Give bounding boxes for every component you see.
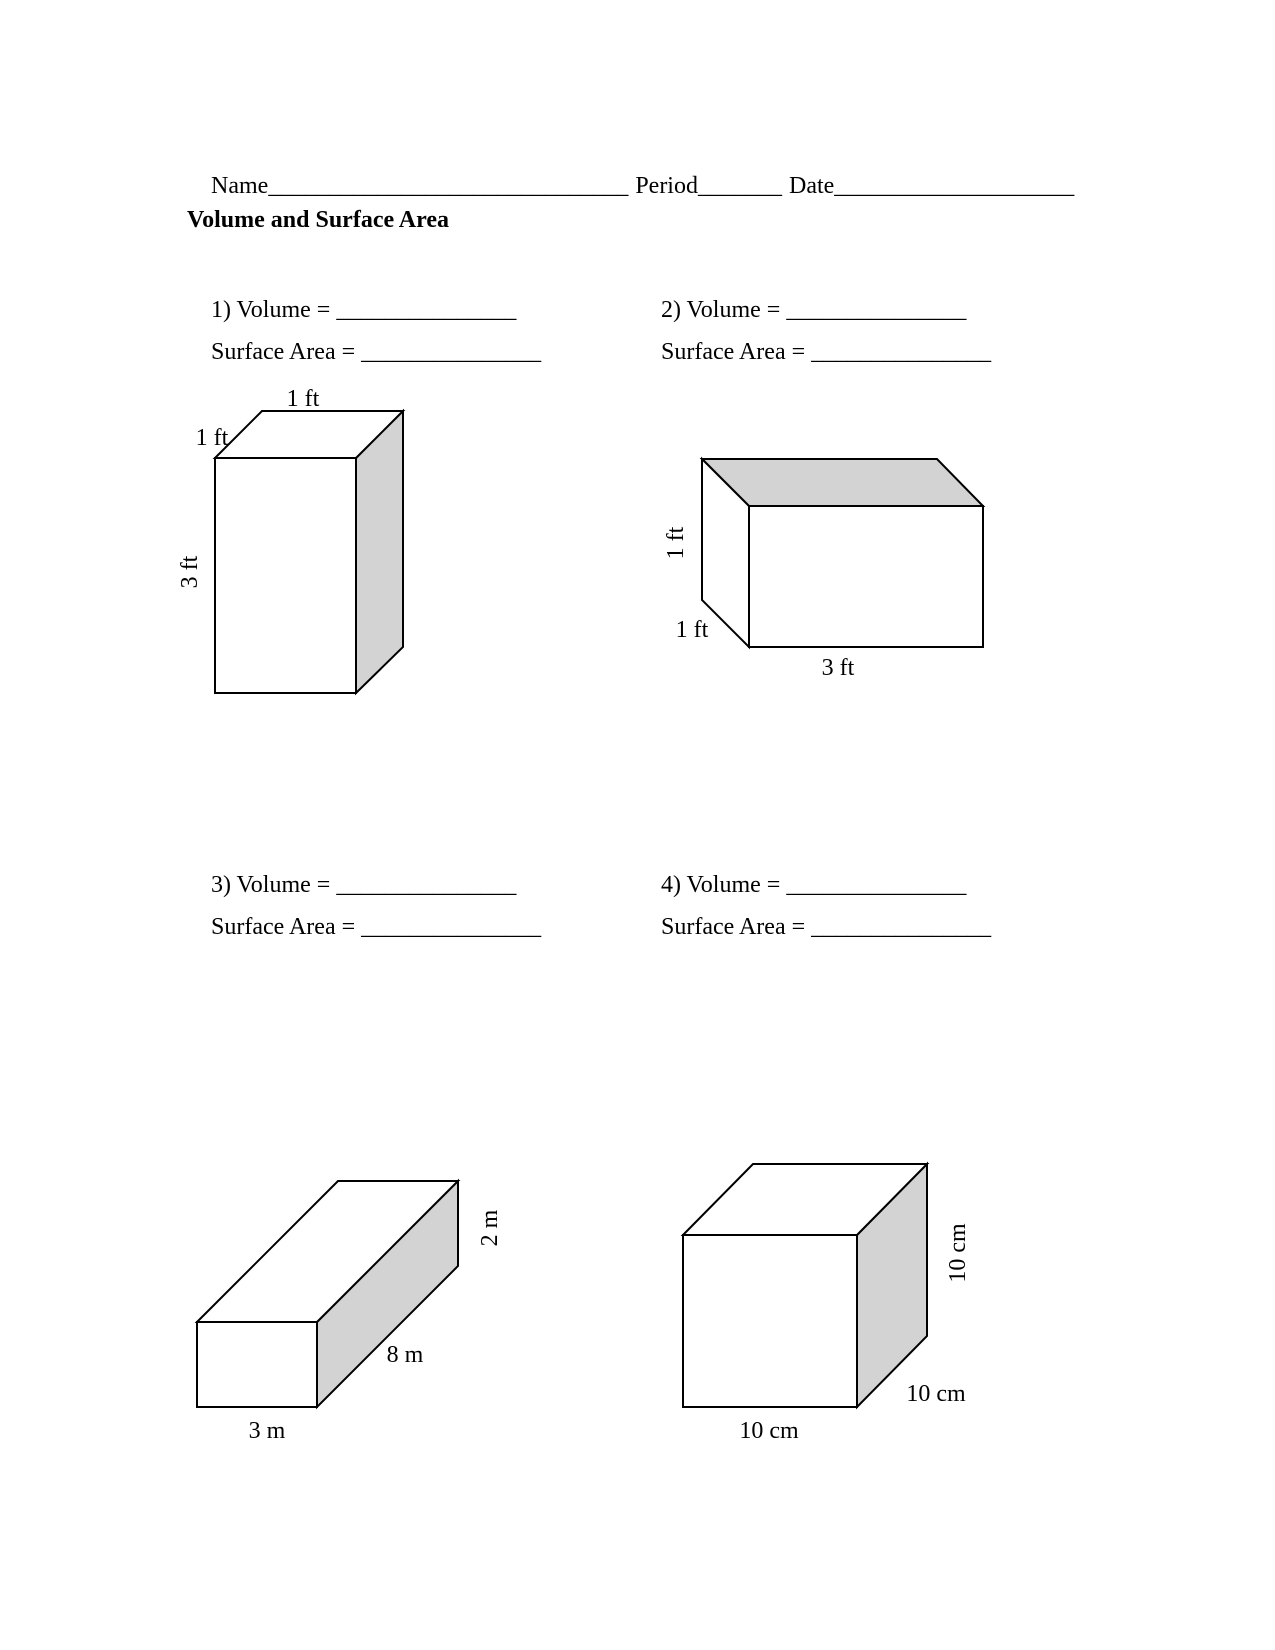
box3-depth-label: 8 m	[386, 1342, 424, 1368]
box-diagram-4	[665, 1145, 1000, 1450]
problem-3-surface-label: Surface Area =	[211, 914, 362, 940]
problem-3-surface-blank: _______________	[361, 914, 542, 940]
box4-front-face	[683, 1235, 857, 1407]
box4-width-label: 10 cm	[739, 1418, 799, 1444]
problem-3-volume-blank: _______________	[336, 872, 517, 898]
problem-2-surface-blank: _______________	[811, 339, 992, 365]
date-label: Date	[788, 173, 835, 199]
period-label: Period	[635, 173, 698, 199]
problem-1-volume-blank: _______________	[336, 297, 517, 323]
box-diagram-1	[170, 385, 420, 700]
problem-1-surface-label: Surface Area =	[211, 339, 362, 365]
problem-2-volume-blank: _______________	[786, 297, 967, 323]
date-blank: ____________________	[834, 173, 1075, 199]
problem-4-volume-blank: _______________	[786, 872, 967, 898]
box3-height-label: 2 m	[477, 1209, 503, 1247]
period-blank: _______	[697, 173, 782, 199]
problem-1-volume-label: 1) Volume =	[211, 297, 337, 323]
box1-width-label: 1 ft	[286, 386, 320, 412]
problem-4-surface-blank: _______________	[811, 914, 992, 940]
problem-4-surface-label: Surface Area =	[661, 914, 812, 940]
problem-3-volume-label: 3) Volume =	[211, 872, 337, 898]
name-blank: ______________________________	[268, 173, 629, 199]
problem-2-surface-line	[637, 310, 991, 394]
box3-width-label: 3 m	[248, 1418, 286, 1444]
name-label: Name	[211, 173, 269, 199]
problem-4-volume-label: 4) Volume =	[661, 872, 787, 898]
problem-2-volume-label: 2) Volume =	[661, 297, 787, 323]
page-title: Volume and Surface Area	[187, 207, 450, 233]
box1-depth-label: 1 ft	[195, 425, 229, 451]
box2-width-label: 3 ft	[821, 655, 855, 681]
problem-1-surface-blank: _______________	[361, 339, 542, 365]
box3-front-face	[197, 1322, 317, 1407]
box1-side-face	[356, 411, 403, 693]
box-diagram-3	[180, 1160, 520, 1445]
box4-depth-label: 10 cm	[906, 1381, 966, 1407]
box1-front-face	[215, 458, 356, 693]
box2-front-face	[749, 506, 983, 647]
problem-2-surface-label: Surface Area =	[661, 339, 812, 365]
box-diagram-2	[660, 430, 1000, 690]
problem-3-surface-line	[187, 885, 541, 969]
box1-height-label: 3 ft	[177, 555, 203, 589]
box2-depth-label: 1 ft	[675, 617, 709, 643]
box2-height-label: 1 ft	[663, 526, 689, 560]
box4-height-label: 10 cm	[945, 1223, 971, 1283]
problem-4-surface-line	[637, 885, 991, 969]
problem-1-surface-line	[187, 310, 541, 394]
box2-top-face	[702, 459, 983, 506]
